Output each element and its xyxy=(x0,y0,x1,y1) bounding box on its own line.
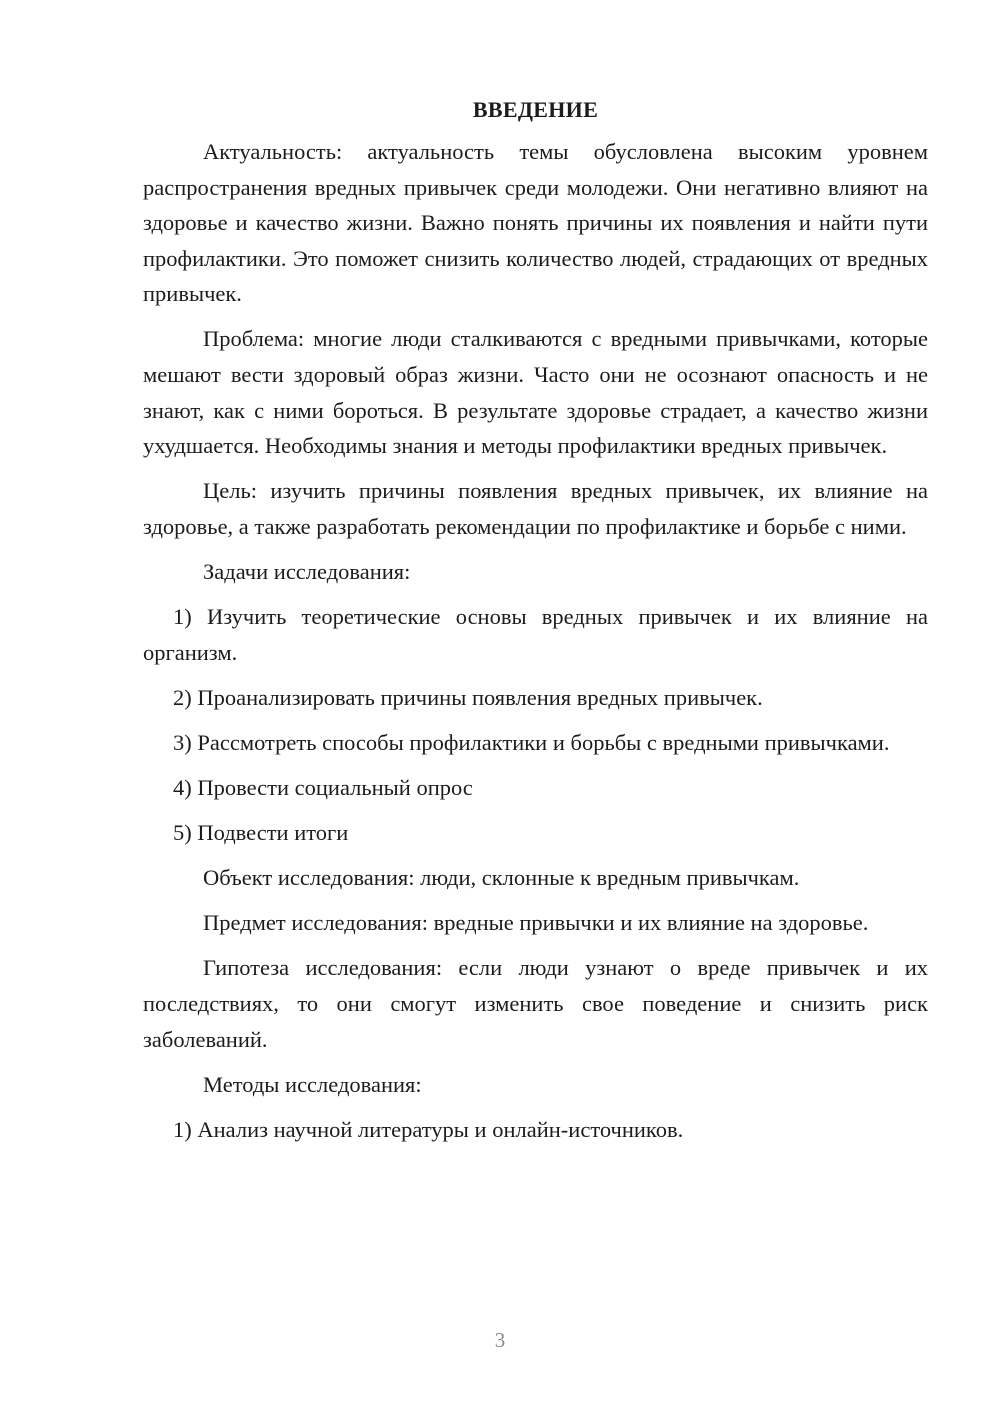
task-item-3: 3) Рассмотреть способы профилактики и борьбы с вредными привычками. xyxy=(173,729,890,755)
task-item-5: 5) Подвести итоги xyxy=(173,820,349,846)
paragraph-problem: Проблема: многие люди сталкиваются с вредными привычками, которые мешают вести здоровый образ жизни. Часто они не осознают опасность и не знают, как с ними бороться. В результате здоровье страдает, а качество жизни ухудшается. Необходимы знания и методы профилактики вредных привычек. xyxy=(143,326,928,459)
task-item-1: 1) Изучить теоретические основы вредных привычек и их влияние на организм. xyxy=(143,604,928,665)
document-page xyxy=(143,92,928,1157)
methods-heading: Методы исследования: xyxy=(203,1071,422,1097)
paragraph-goal: Цель: изучить причины появления вредных привычек, их влияние на здоровье, а также разработать рекомендации по профилактике и борьбе с ними. xyxy=(143,478,928,539)
task-item-4: 4) Провести социальный опрос xyxy=(173,775,473,800)
paragraph-relevance: Актуальность: актуальность темы обусловлена высоким уровнем распространения вредных привычек среди молодежи. Они негативно влияют на здоровье и качество жизни. Важно понять причины их появления и найти пути профилактики. Это поможет снизить количество людей, страдающих от вредных привычек. xyxy=(143,139,928,307)
page-number: 3 xyxy=(494,1328,506,1352)
paragraph-subject: Предмет исследования: вредные привычки и их влияние на здоровье. xyxy=(203,910,869,936)
paragraph-object: Объект исследования: люди, склонные к вредным привычкам. xyxy=(203,865,800,891)
paragraph-hypothesis: Гипотеза исследования: если люди узнают о вреде привычек и их последствиях, то они смогут изменить свое поведение и снизить риск заболеваний. xyxy=(143,955,928,1052)
tasks-heading: Задачи исследования: xyxy=(203,559,411,585)
section-title: ВВЕДЕНИЕ xyxy=(472,97,599,122)
method-item-1: 1) Анализ научной литературы и онлайн-источников. xyxy=(173,1116,684,1142)
task-item-2: 2) Проанализировать причины появления вредных привычек. xyxy=(173,684,763,710)
